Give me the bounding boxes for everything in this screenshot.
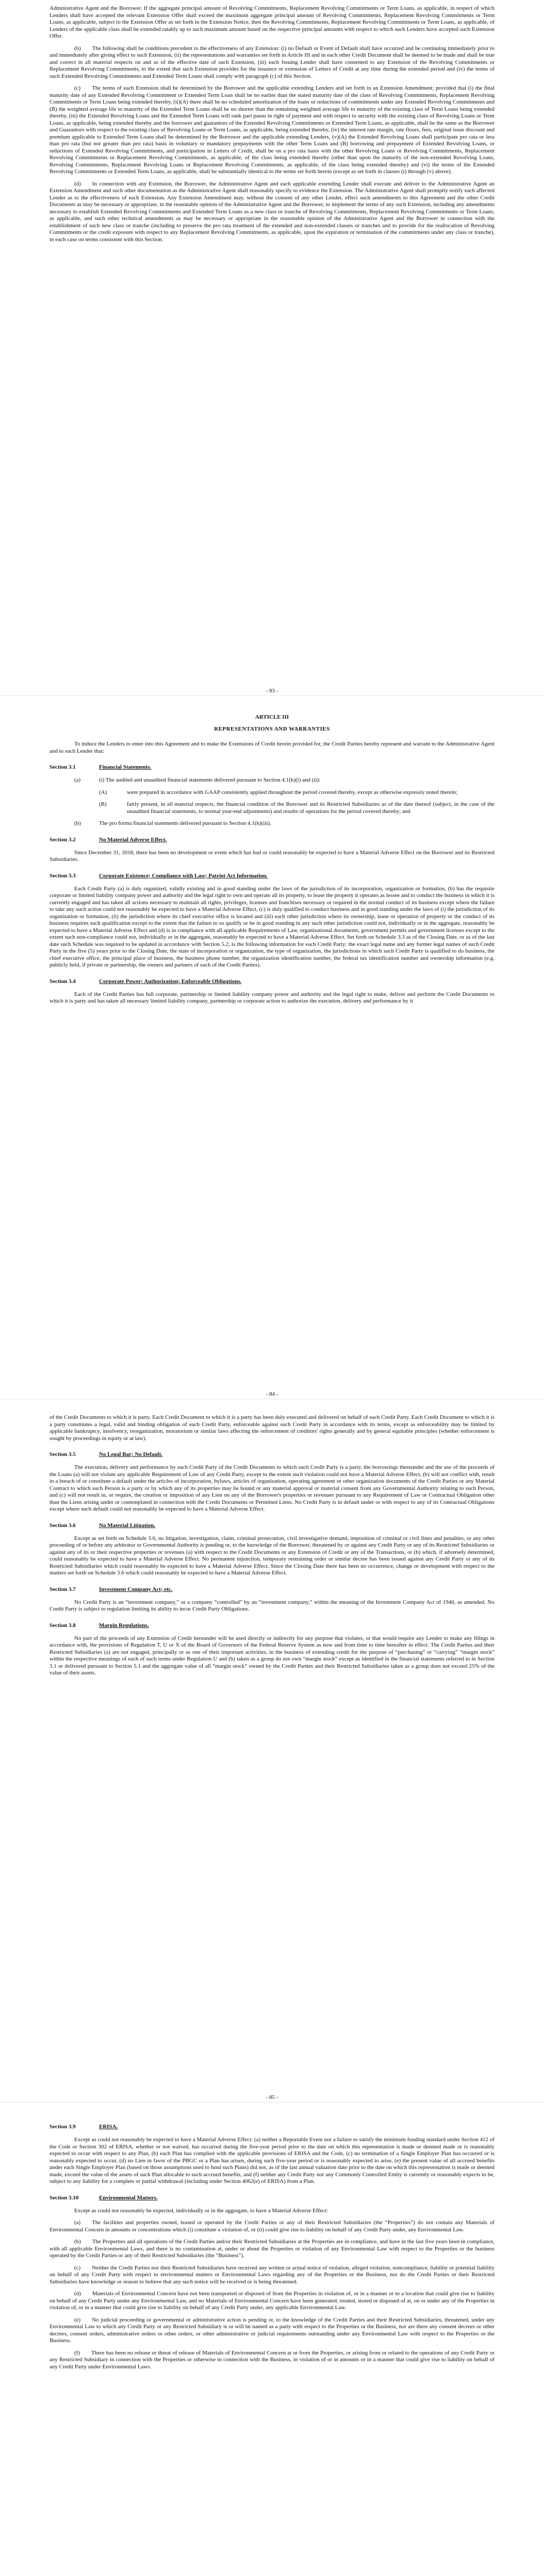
clause-3-1-a [50, 777, 494, 784]
document-page-83 [0, 0, 544, 696]
clause-text: The pro forma financial statements delivered pursuant to Section 4.1(k)(iii). [99, 820, 271, 826]
section-heading-3-5 [50, 1451, 494, 1458]
section-title: Corporate Existence; Compliance with Law; Patriot Act Information. [99, 872, 268, 879]
section-title: Margin Regulations. [99, 1622, 149, 1629]
document-page-85 [0, 1399, 544, 2102]
section-title: No Legal Bar; No Default. [99, 1451, 163, 1458]
clause-3-1-b [50, 820, 494, 827]
clause-3-1-a-B [50, 801, 494, 815]
page-body [50, 711, 494, 1010]
section-title: No Material Adverse Effect. [99, 836, 167, 843]
clause-3-10-f: (f) There has been no release or threat of release of Materials of Environmental Concern at or from the Properties, or arising from or related to the operations of any Credit Party or any Restricted Subsidiary in connection with the Properties or otherwise in connection with the Business, in violation of or in amounts or in a manner that could give rise to liability on behalf of any Credit Party under Environmental Laws. [50, 2349, 494, 2370]
section-number: Section 3.6 [50, 1522, 76, 1529]
article-title: ARTICLE III [255, 714, 289, 720]
clause-label: (B) [99, 801, 107, 807]
section-title: Financial Statements. [99, 764, 152, 770]
clause-text: fairly present, in all material respects, the financial condition of the Borrower and its Restricted Subsidiaries as of the date thereof (subject, in the case of the unaudited financial statements, to normal year-end adjustments) and results of operations for the period covered thereby; and [127, 801, 494, 815]
paragraph-extension-amendment: (d) In connection with any Extension, the Borrower, the Administrative Agent and each applicable extending Lender shall execute and deliver to the Administrative Agent an Extension Amendment and such other documentation as the Administrative Agent shall reasonably specify to evidence the Extension. The Administrative Agent shall promptly notify each affected Lender as to the effectiveness of each Extension. Any Extension Amendment may, without the consent of any other Lender, effect such amendments to this Agreement and the other Credit Documents as may be necessary or appropriate, in the reasonable opinion of the Administrative Agent and the Borrower, to implement the terms of any such Extension, including any amendments necessary to establish Extended Revolving Commitments and Extended Term Loans as a new class or tranche of Revolving Commitments, Replacement Revolving Commitments or Term Loans, as applicable, and such other technical amendments as may be necessary or appropriate in the reasonable opinion of the Administrative Agent and the Borrower in connection with the establishment of such new class or tranche (including to preserve the pro rata treatment of the extended and non-extended classes or tranches and to provide for the reallocation of Revolving Commitments or the credit exposure with respect to any Replacement Revolving Commitments, as applicable, upon the expiration or termination of the commitments under any class or tranche), in each case on terms consistent with this Section. [50, 180, 494, 243]
section-title: Corporate Power; Authorization; Enforceable Obligations. [99, 978, 242, 985]
section-heading-3-4 [50, 978, 494, 985]
clause-3-10-a: (a) The facilities and properties owned, leased or operated by the Credit Parties or any of their Restricted Subsidiaries (the “Properties”) do not contain any Materials of Environmental Concern in amounts or concentrations which (i) constitute a violation of, or (ii) could give rise to liability on behalf of any Credit Party under, any Environmental Law. [50, 2219, 494, 2233]
section-text-3-8: No part of the proceeds of any Extension of Credit hereunder will be used directly or indirectly for any purpose that violates, or that would require any Lender to make any filings in accordance with, the provisions of Regulation T, U or X of the Board of Governors of the Federal Reserve System as now and from time to time hereafter in effect. The Credit Parties and their Restricted Subsidiaries (a) are not engaged, principally or as one of their important activities, in the business of extending credit for the purpose of “purchasing” or “carrying” “margin stock” within the respective meanings of each of such terms under Regulation U and (b) taken as a group do not own “margin stock” except as identified in the financial statements referred to in Section 3.1 or delivered pursuant to Section 5.1 and the aggregate value of all “margin stock” owned by the Credit Parties and their Restricted Subsidiaries taken as a group does not exceed 25% of the value of their assets. [50, 1635, 494, 1676]
section-text-3-7: No Credit Party is an “investment company,” or a company “controlled” by an “investment company,” within the meaning of the Investment Company Act of 1940, as amended. No Credit Party is subject to regulation limiting its ability to incur Credit Party Obligations. [50, 1599, 494, 1612]
page-number: - 85 - [266, 2094, 278, 2100]
section-title: ERISA. [99, 2124, 118, 2130]
section-title: Investment Company Act; etc. [99, 1586, 173, 1592]
section-text-3-4-continued: of the Credit Documents to which it is party. Each Credit Document to which it is a party has been duly executed and delivered on behalf of each Credit Party. Each Credit Document to which it is a party constitutes a legal, valid and binding obligation of each Credit Party, enforceable against such Credit Party in accordance with its terms, except as enforceability may be limited by applicable bankruptcy, insolvency, reorganization, moratorium or similar laws affecting the enforcement of creditors' rights generally and by general equitable principles (whether enforcement is sought by proceedings in equity or at law). [50, 1414, 494, 1442]
paragraph-extension-terms: (c) The terms of each Extension shall be determined by the Borrower and the applicable extending Lenders and set forth in an Extension Amendment; provided that (i) the final maturity date of any Extended Revolving Commitment or Extended Term Loan shall be no earlier than the stated maturity date of the class of Revolving Commitments, Replacement Revolving Commitments or Term Loans being extended thereby, (ii)(A) there shall be no scheduled amortization of the loans or reductions of commitments under any Extended Revolving Commitments and (B) the weighted average life to maturity of the Extended Term Loans shall be no shorter than the remaining weighted average life to maturity of the existing class of Term Loans being extended thereby, (iii) the Extended Revolving Loans and the Extended Term Loans will rank pari passu in right of payment and with respect to security with the existing class of Revolving Loans or Term Loans, as applicable, being extended thereby and the borrower and guarantors of the Extended Revolving Commitments or Extended Term Loans, as applicable, shall be the same as the Borrower and Guarantors with respect to the existing class of Revolving Loans or Term Loans, as applicable, being extended thereby, (iv) the interest rate margin, rate floors, fees, original issue discount and premium applicable to Extended Term Loans shall be determined by the Borrower and the applicable extending Lenders, (v)(A) the Extended Revolving Loans shall participate pro rata or less than pro rata (but not greater than pro rata) basis in voluntary or mandatory prepayments with the other Term Loans and (B) borrowing and prepayment of Extended Revolving Loans, or reductions of Extended Revolving Commitments, and participation in Letters of Credit, shall be on a pro rata basis with the other Revolving Loans or Revolving Commitments, Replacement Revolving Commitments or Replacement Revolving Commitments, as applicable, of the class being extended thereby (other than upon the maturity of the non-extended Revolving Loans, Revolving Commitments, Replacement Revolving Loans or Replacement Revolving Commitments, as applicable, of the class being extended thereby) and (vi) the terms of the Extended Revolving Commitments or Extended Term Loans, as applicable, shall be substantially identical to the terms set forth herein (except as set forth in clauses (i) through (v) above). [50, 85, 494, 175]
section-text-3-4: Each of the Credit Parties has full corporate, partnership or limited liability company power and authority and the legal right to make, deliver and perform the Credit Documents to which it is party and has taken all necessary limited liability company, partnership or corporate action to authorize the execution, delivery and performance by it [50, 991, 494, 1004]
section-number: Section 3.4 [50, 978, 76, 985]
section-heading-3-1 [50, 764, 494, 771]
section-text-3-9: Except as could not reasonably be expected to have a Material Adverse Effect: (a) neither a Reportable Event nor a failure to satisfy the minimum funding standard under Section 412 of the Code or Section 302 of ERISA, whether or not waived, has occurred during the five-year period prior to the date on which this representation is made or deemed made or is reasonably expected to occur with respect to any Plan, (b) each Plan has complied with the applicable provisions of ERISA and the Code, (c) no termination of a Single Employer Plan has occurred or is reasonably expected to occur, (d) no Lien in favor of the PBGC or a Plan has arisen, during such five-year period or is reasonably expected to arise, (e) the present value of all accrued benefits under each Single Employer Plan (based on those assumptions used to fund such Plans) did not, as of the last annual valuation date prior to the date on which this representation is made or deemed made, exceed the value of the assets of such Plan allocable to such accrued benefits, and (f) neither any Credit Party nor any Commonly Controlled Entity is currently or reasonably expects to be, subject to any liability for a complete or partial withdrawal (including under Section 4062(e) of ERISA) from a Plan. [50, 2137, 494, 2184]
page-body [50, 2114, 494, 2376]
paragraph-extension-conditions: (b) The following shall be conditions precedent to the effectiveness of any Extension: (i) no Default or Event of Default shall have occurred and be continuing immediately prior to and immediately after giving effect to such Extension, (ii) the representations and warranties set forth in Article III and in each other Credit Document shall be deemed to be made and shall be true and correct in all material respects on and as of the effective date of such Extension, (iii) each Issuing Lender shall have consented to any Extension of the Revolving Commitments or Replacement Revolving Commitments, to the extent that such Extension provides for the issuance or extension of Letters of Credit at any time during the extended period and (iv) the terms of such Extended Revolving Commitments and Extended Term Loans shall comply with paragraph (c) of this Section. [50, 45, 494, 79]
paragraph-extension-ratable: Administrative Agent and the Borrower. If the aggregate principal amount of Revolving Commitments, Replacement Revolving Commitments or Term Loans, as applicable, in respect of which Lenders shall have accepted the relevant Extension Offer shall exceed the maximum aggregate principal amount of Revolving Commitments, Replacement Revolving Commitments or Term Loans, as applicable, subject to the Extension Offer as set forth in the Extension Notice, then the Revolving Commitments, Replacement Revolving Commitments or Term Loans, as applicable, of Lenders of the applicable class shall be extended ratably up to such maximum amount based on the respective principal amounts with respect to which such Lenders have accepted such Extension Offer. [50, 5, 494, 39]
article-subtitle: REPRESENTATIONS AND WARRANTIES [214, 726, 330, 732]
section-heading-3-10 [50, 2195, 494, 2201]
page-number: - 83 - [266, 688, 278, 694]
section-text-3-6: Except as set forth on Schedule 3.6, no litigation, investigation, claim, criminal prosecution, civil investigative demand, imposition of criminal or civil fines and penalties, or any other proceeding of or before any arbitrator or Governmental Authority is pending or, to the knowledge of the Borrower, threatened by or against any Credit Party or any of its Restricted Subsidiaries or against any of its or their respective properties or revenues (a) with respect to the Credit Documents or any Extension of Credit or any of the Transactions, or (b) which, if adversely determined, could reasonably be expected to have a Material Adverse Effect. No permanent injunction, temporary restraining order or similar decree has been issued against any Credit Party or any of its Restricted Subsidiaries which could reasonably be expected to have a Material Adverse Effect. Since the Closing Date there has been no occurrence, change or development with respect to the matters set forth on Schedule 3.6 which could reasonably be expected to have a Material Adverse Effect. [50, 1535, 494, 1576]
clause-3-10-c: (c) Neither the Credit Parties nor their Restricted Subsidiaries have received any written or actual notice of violation, alleged violation, noncompliance, liability or potential liability on behalf of any Credit Party with respect to environmental matters or Environmental Laws regarding any of the Properties or the Business, nor do the Credit Parties or their Restricted Subsidiaries have knowledge or reason to believe that any such notice will be received or is being threatened. [50, 2264, 494, 2285]
page-number: - 84 - [266, 1391, 278, 1397]
page-body [50, 1414, 494, 1682]
section-heading-3-7 [50, 1586, 494, 1593]
section-number: Section 3.10 [50, 2194, 79, 2201]
section-number: Section 3.9 [50, 2124, 76, 2130]
section-number: Section 3.3 [50, 872, 76, 879]
clause-text: (i) The audited and unaudited financial statements delivered pursuant to Section 4.1(k)(i) and (ii): [99, 777, 321, 783]
section-number: Section 3.1 [50, 764, 76, 770]
section-text-3-3: Each Credit Party (a) is duly organized, validly existing and in good standing under the laws of the jurisdiction of its incorporation, organization or formation, (b) has the requisite corporate or limited liability company power and authority and the legal right to own and operate all its property, to lease the property it operates as lessee and to conduct the business in which it is currently engaged and has taken all actions necessary to maintain all rights, privileges, licenses and franchises necessary or required in the normal conduct of its business except where the failure to take any such action could not reasonably be expected to have a Material Adverse Effect, (c) is duly qualified to conduct business and in good standing under the laws of (i) the jurisdiction of its organization or formation, (ii) the jurisdiction where its chief executive office is located and (iii) each other jurisdiction where its ownership, lease or operation of property or the conduct of its business requires such qualification except to the extent that the failure to so qualify or be in good standing in any such other jurisdiction could not, individually or in the aggregate, reasonably be expected to have a Material Adverse Effect and (d) is in compliance with all applicable Requirements of Law, organizational documents, government permits and government licenses except to the extent such non-compliance could not, individually or in the aggregate, reasonably be expected to have a Material Adverse Effect. Set forth on Schedule 3.3 as of the Closing Date, or as of the last date such Schedule was required to be updated in accordance with Section 5.2, is the following information for each Credit Party: the exact legal name and any former legal names of such Credit Party in the five (5) years prior to the Closing Date, the state of incorporation or organization, the type of organization, the jurisdictions in which such Credit Party is qualified to do business, the chief executive office, the principal place of business, the business phone number, the organization identification number, the federal tax identification number and ownership information (e.g. publicly held, if private or partnership, the owners and partners of each of the Credit Parties). [50, 885, 495, 968]
clause-label: (A) [99, 789, 107, 795]
page-divider [0, 2102, 544, 2103]
clause-3-10-d: (d) Materials of Environmental Concern have not been transported or disposed of from the Properties in violation of, or in a manner or to a location that could give rise to liability on behalf of any Credit Party under any Environmental Law, and no Materials of Environmental Concern have been generated, treated, stored or disposed of at, on or under any of the Properties in violation of, or in a manner that could give rise to liability on behalf of any Credit Party under, any applicable Environmental Law. [50, 2291, 494, 2311]
document-page-84 [0, 696, 544, 1399]
section-heading-3-6 [50, 1522, 494, 1529]
section-number: Section 3.7 [50, 1586, 76, 1592]
section-intro-3-10: Except as could not reasonably be expected, individually or in the aggregate, to have a Material Adverse Effect: [74, 2207, 328, 2214]
page-body [50, 5, 494, 248]
section-title: No Material Litigation. [99, 1522, 156, 1529]
section-heading-3-9 [50, 2124, 494, 2130]
clause-3-10-b: (b) The Properties and all operations of the Credit Parties and/or their Restricted Subsidiaries at the Properties are in compliance, and have in the last five years been in compliance, with all applicable Environmental Laws, and there is no contamination at, under or about the Properties or violation of any Environmental Law with respect to the Properties or the business operated by the Credit Parties or any of their Restricted Subsidiaries (the “Business”). [50, 2239, 494, 2259]
article-intro: To induce the Lenders to enter into this Agreement and to make the Extensions of Credit herein provided for, the Credit Parties hereby represent and warrant to the Administrative Agent and to each Lender that: [50, 741, 494, 754]
section-heading-3-8 [50, 1622, 494, 1629]
clause-text: were prepared in accordance with GAAP consistently applied throughout the period covered thereby, except as otherwise expressly noted therein; [127, 789, 458, 795]
section-text-3-2: Since December 31, 2018, there has been no development or event which has had or could reasonably be expected to have a Material Adverse Effect on the Borrower and its Restricted Subsidiaries. [50, 849, 494, 862]
clause-3-1-a-A [50, 789, 494, 796]
section-number: Section 3.2 [50, 836, 76, 843]
clause-label: (b) [74, 820, 81, 826]
section-number: Section 3.8 [50, 1622, 76, 1629]
clause-3-10-e: (e) No judicial proceeding or governmental or administrative action is pending or, to the knowledge of the Credit Parties and their Restricted Subsidiaries, threatened, under any Environmental Law to which any Credit Party or any Restricted Subsidiary is or will be named as a party with respect to the Properties or the Business, nor are there any consent decrees or other decrees, consent orders, administrative orders or other orders, or other administrative or judicial requirements outstanding under any Environmental Law with respect to the Properties or the Business. [50, 2316, 494, 2344]
section-heading-3-2 [50, 837, 494, 843]
section-heading-3-3 [50, 873, 494, 879]
clause-label: (a) [74, 777, 81, 783]
document-page-86 [0, 2102, 544, 2576]
section-title: Environmental Matters. [99, 2194, 158, 2201]
section-number: Section 3.5 [50, 1451, 76, 1458]
section-text-3-5: The execution, delivery and performance by each Credit Party of the Credit Documents to which such Credit Party is a party, the borrowings thereunder and the use of the proceeds of the Loans (a) will not violate any applicable Requirement of Law of any Credit Party, except to the extent such violation could not have a Material Adverse Effect, (b) will not conflict with, result in a breach of or constitute a default under the articles of incorporation, bylaws, articles of organization, operating agreement or other organization documents of the Credit Parties or any Material Contract to which such Person is a party or by which any of its properties may be bound or any material approval or material consent from any Governmental Authority relating to such Person, and (c) will not result in, or require, the creation or imposition of any Lien on any of the Borrower's properties or revenues pursuant to any Requirement of Law or Contractual Obligation other than the Liens arising under or contemplated in connection with the Credit Documents or Permitted Liens. No Credit Party is in default under or with respect to any of its Contractual Obligations except where such default could not reasonably be expected to have a Material Adverse Effect. [50, 1464, 494, 1512]
